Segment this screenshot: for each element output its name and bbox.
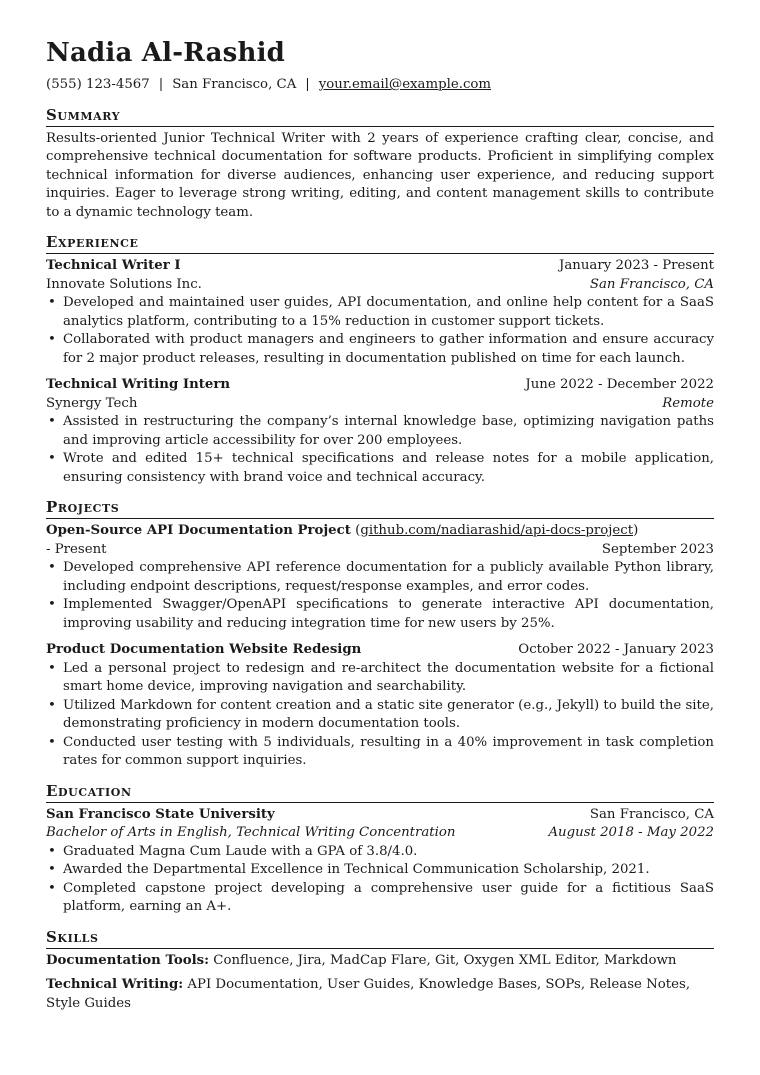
project-link[interactable]: github.com/nadiarashid/api-docs-project: [360, 523, 634, 538]
bullet-item: • Completed capstone project developing a comprehensive user guide for a fictitious SaaS platform, earning an A+.: [63, 880, 714, 917]
project-name: Product Documentation Website Redesign: [46, 642, 362, 657]
experience-entry: [46, 376, 714, 487]
bullet-item: • Implemented Swagger/OpenAPI specifications to generate interactive API documentation, improving usability and reducing integration time for new users by 25%.: [63, 596, 714, 633]
skill-label: Documentation Tools:: [46, 952, 210, 968]
projects-list: [46, 522, 714, 771]
candidate-name: Nadia Al-Rashid: [46, 38, 286, 68]
bullet-item: • Awarded the Departmental Excellence in Technical Communication Scholarship, 2021.: [63, 861, 714, 880]
summary-text: Results-oriented Junior Technical Writer with 2 years of experience crafting clear, concise, and comprehensive technical documentation for software products. Proficient in simplifying complex technical information for diverse audiences, enhancing user experience, and reducing support inquiries. Eager to leverage strong writing, editing, and content management skills to contribute to a dynamic technology team.: [46, 130, 714, 220]
job-company: Innovate Solutions Inc.: [46, 276, 202, 292]
bullet-item: • Utilized Markdown for content creation and a static site generator (e.g., Jekyll) to build the site, demonstrating proficiency in modern documentation tools.: [63, 697, 714, 734]
school-name: San Francisco State University: [46, 806, 275, 822]
skill-value: API Documentation, User Guides, Knowledge Bases, SOPs, Release Notes, Style Guides: [46, 977, 691, 1011]
school-location: San Francisco, CA: [589, 806, 714, 822]
education-entry: [46, 806, 714, 917]
skill-row: [46, 976, 714, 1013]
bullet-item: • Collaborated with product managers and engineers to gather information and ensure accuracy for 2 major product releases, resulting in documentation published on time for each launch.: [63, 331, 714, 368]
skill-label: Technical Writing:: [46, 977, 184, 992]
section-title-experience: Experience: [46, 232, 714, 254]
contact-line: [46, 76, 714, 95]
project-entry: [46, 641, 714, 771]
bullet-item: • Wrote and edited 15+ technical specifications and release notes for a mobile application, ensuring consistency with brand voice and technical accuracy.: [63, 450, 714, 487]
degree: Bachelor of Arts in English, Technical Writing Concentration: [46, 825, 456, 840]
link-open-paren: (: [355, 523, 361, 538]
separator: |: [158, 77, 164, 92]
experience-list: [46, 257, 714, 487]
separator: |: [305, 77, 310, 92]
project-dates: October 2022 - January 2023: [518, 642, 714, 657]
job-location: San Francisco, CA: [589, 276, 714, 292]
section-title-projects: Projects: [46, 497, 714, 519]
job-role: Technical Writing Intern: [46, 377, 231, 392]
bullet-item: • Led a personal project to redesign and re-architect the documentation website for a fictional smart home device, improving navigation and searchability.: [63, 660, 714, 697]
skill-value: Confluence, Jira, MadCap Flare, Git, Oxygen XML Editor, Markdown: [213, 952, 677, 968]
project-name: Open-Source API Documentation Project: [46, 523, 351, 538]
job-company: Synergy Tech: [46, 395, 138, 411]
bullet-item: • Developed and maintained user guides, API documentation, and online help content for a SaaS analytics platform, contributing to a 15% reduction in customer support tickets.: [63, 294, 714, 331]
job-dates: June 2022 - December 2022: [525, 377, 714, 392]
email-link[interactable]: your.email@example.com: [318, 77, 492, 92]
project-dates-end: - Present: [46, 541, 107, 557]
education-dates: August 2018 - May 2022: [548, 825, 714, 840]
phone: (555) 123-4567: [46, 77, 150, 92]
bullet-item: • Conducted user testing with 5 individuals, resulting in a 40% improvement in task completion rates for common support inquiries.: [63, 734, 714, 771]
project-dates-start: September 2023: [601, 541, 714, 557]
skills-list: [46, 952, 714, 1014]
project-entry: [46, 522, 714, 633]
location: San Francisco, CA: [172, 77, 297, 92]
bullet-item: • Graduated Magna Cum Laude with a GPA of 3.8/4.0.: [63, 843, 714, 862]
skill-row: [46, 952, 714, 971]
section-title-summary: Summary: [46, 105, 714, 127]
section-title-skills: Skills: [46, 927, 714, 949]
bullet-item: • Assisted in restructuring the company’s internal knowledge base, optimizing navigation paths and improving article accessibility for over 200 employees.: [63, 413, 714, 450]
link-close-paren: ): [633, 523, 639, 538]
bullet-item: • Developed comprehensive API reference documentation for a publicly available Python library, including endpoint descriptions, request/response examples, and error codes.: [63, 559, 714, 596]
section-title-education: Education: [46, 781, 714, 803]
job-dates: January 2023 - Present: [559, 258, 714, 273]
job-location: Remote: [662, 395, 714, 411]
job-role: Technical Writer I: [46, 258, 181, 273]
experience-entry: [46, 257, 714, 368]
